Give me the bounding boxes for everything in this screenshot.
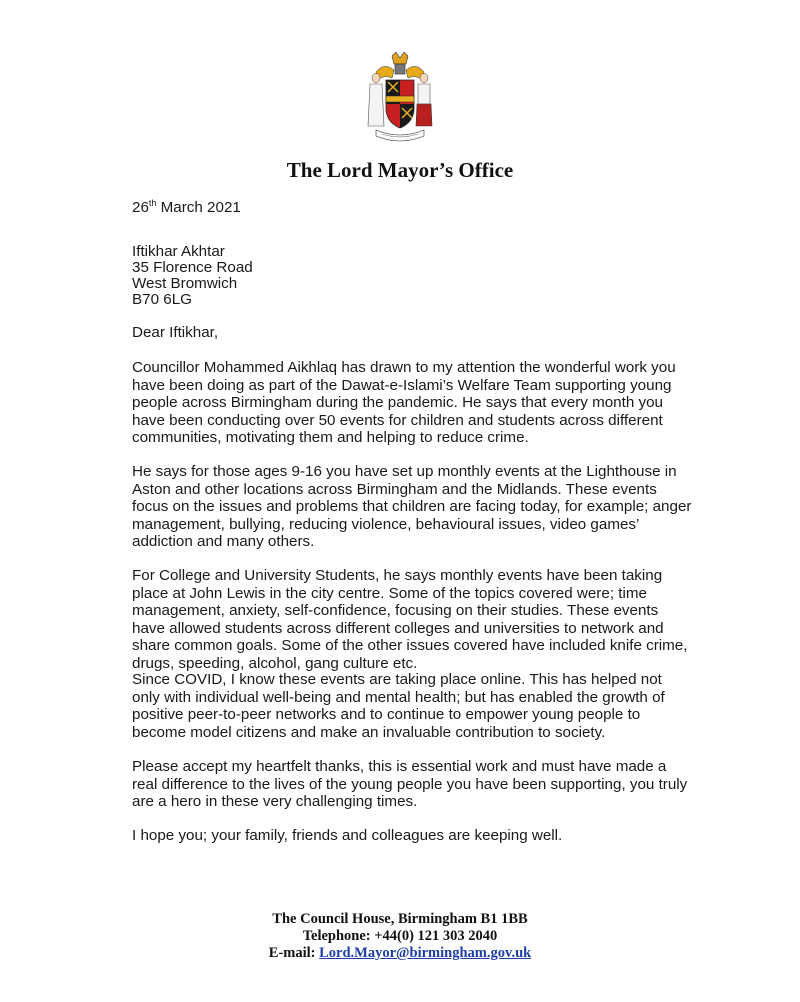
footer bbox=[0, 911, 800, 962]
date-month-year: March 2021 bbox=[156, 199, 241, 216]
email-label: E-mail: bbox=[268, 945, 320, 961]
coat-of-arms-icon bbox=[362, 52, 438, 144]
paragraph: Councillor Mohammed Aikhlaq has drawn to my attention the wonderful work you have been doing as part of the Dawat-e-Islami’s Welfare Team supporting young people across Birmingham during the pandemic. He says that every month you have been conducting over 50 events for children and students across different communities, motivating them and helping to reduce crime. bbox=[132, 359, 676, 446]
salutation: Dear Iftikhar, bbox=[132, 324, 219, 341]
footer-email-line bbox=[0, 945, 800, 962]
date-suffix: th bbox=[148, 197, 157, 208]
recipient-name: Iftikhar Akhtar bbox=[132, 243, 225, 260]
footer-telephone: Telephone: +44(0) 121 303 2040 bbox=[302, 928, 498, 944]
paragraph: Please accept my heartfelt thanks, this is essential work and must have made a real difference to the lives of the young people you have been supporting, you truly are a hero in these very challenging times. bbox=[132, 758, 688, 810]
date-day: 26 bbox=[132, 199, 149, 216]
office-title: The Lord Mayor’s Office bbox=[286, 158, 514, 182]
paragraph: He says for those ages 9-16 you have set up monthly events at the Lighthouse in Aston and other locations across Birmingham and the Midlands. These events focus on the issues and problems that children are facing today, for example; anger management, bullying, reducing violence, behavioural issues, video games’ addiction and many others. bbox=[132, 463, 692, 550]
paragraph: I hope you; your family, friends and colleagues are keeping well. bbox=[132, 827, 563, 844]
recipient-town: West Bromwich bbox=[132, 275, 238, 292]
paragraph: Since COVID, I know these events are taking place online. This has helped not only with individual well-being and mental health; but has enabled the growth of positive peer-to-peer networks and to continue to empower young people to become model citizens and make an invaluable contribution to society. bbox=[132, 671, 665, 741]
footer-address: The Council House, Birmingham B1 1BB bbox=[272, 911, 528, 927]
paragraph: For College and University Students, he says monthly events have been taking place at John Lewis in the city centre. Some of the topics covered were; time management, anxiety, self-confidence, focusing on their studies. These events have allowed students across different colleges and universities to network and share common goals. Some of the other issues covered have included knife crime, drugs, speeding, alcohol, gang culture etc. bbox=[132, 567, 688, 672]
recipient-address bbox=[132, 244, 692, 308]
email-link[interactable]: Lord.Mayor@birmingham.gov.uk bbox=[319, 945, 532, 961]
recipient-postcode: B70 6LG bbox=[132, 291, 192, 308]
recipient-street: 35 Florence Road bbox=[132, 259, 253, 276]
letter-date bbox=[132, 199, 692, 217]
